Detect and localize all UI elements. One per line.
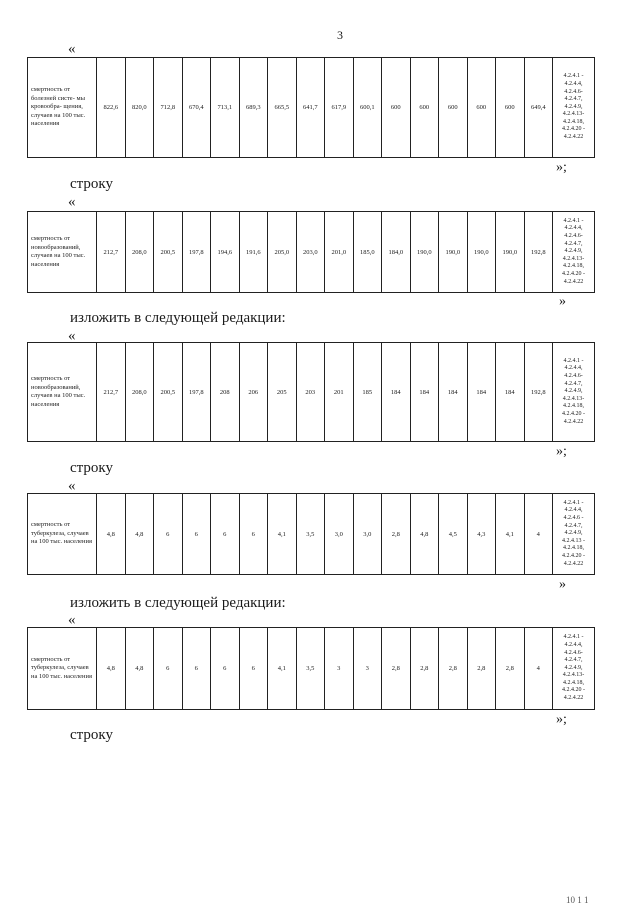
- indicator-table-neoplasms-new: [27, 342, 595, 442]
- value-cell: 712,8: [154, 58, 183, 158]
- value-cell: 670,4: [182, 58, 211, 158]
- page-number: 3: [337, 28, 343, 42]
- value-cell: 2,8: [467, 628, 496, 710]
- value-cell: 201,0: [325, 212, 354, 293]
- code-reference: 4.2.4.1 -: [563, 217, 584, 224]
- code-reference: 4.2.4.18,: [563, 679, 584, 686]
- corner-mark: 10 1 1: [566, 895, 589, 905]
- code-reference-cell: [553, 494, 595, 575]
- value-cell: 200,5: [154, 212, 183, 293]
- code-reference: 4.2.4.18,: [563, 403, 584, 410]
- value-cell: 184: [410, 343, 439, 442]
- value-cell: 208,0: [125, 343, 154, 442]
- row-word: строку: [70, 460, 113, 476]
- value-cell: 205: [268, 343, 297, 442]
- value-cell: 649,4: [524, 58, 553, 158]
- value-cell: 203: [296, 343, 325, 442]
- code-reference: 4.2.4.6 -: [563, 515, 584, 522]
- code-reference: 4.2.4.22: [563, 418, 584, 425]
- code-reference: 4.2.4.7,: [564, 96, 583, 103]
- value-cell: 713,1: [211, 58, 240, 158]
- indicator-table-cardiovascular: [27, 57, 595, 158]
- value-cell: 2,8: [496, 628, 525, 710]
- value-cell: 600: [382, 58, 411, 158]
- code-reference: 4.2.4.13-: [562, 672, 585, 679]
- open-quote: «: [68, 612, 76, 628]
- open-quote: «: [68, 478, 76, 494]
- value-cell: 4,1: [268, 628, 297, 710]
- code-reference: 4.2.4.4,: [564, 225, 583, 232]
- value-cell: 6: [182, 494, 211, 575]
- value-cell: 3: [325, 628, 354, 710]
- code-reference: 4.2.4.18,: [563, 263, 584, 270]
- value-cell: 192,8: [524, 212, 553, 293]
- indicator-label: смертность от туберкулеза, случаев на 100 тыс. населения: [28, 628, 97, 710]
- value-cell: 4,5: [439, 494, 468, 575]
- code-reference: 4.2.4.9,: [564, 664, 583, 671]
- code-reference: 4.2.4.7,: [564, 522, 583, 529]
- value-cell: 190,0: [496, 212, 525, 293]
- value-cell: 4,8: [125, 494, 154, 575]
- value-cell: 6: [239, 628, 268, 710]
- value-cell: 3,0: [325, 494, 354, 575]
- value-cell: 600,1: [353, 58, 382, 158]
- value-cell: 197,8: [182, 212, 211, 293]
- value-cell: 212,7: [97, 212, 126, 293]
- code-reference: 4.2.4.6-: [564, 373, 583, 380]
- value-cell: 190,0: [410, 212, 439, 293]
- code-reference: 4.2.4.7,: [564, 380, 583, 387]
- close-quote-semicolon: »;: [556, 160, 567, 175]
- code-reference: 4.2.4.1 -: [563, 499, 584, 506]
- value-cell: 4,8: [410, 494, 439, 575]
- code-reference: 4.2.4.20 -: [562, 270, 585, 277]
- value-cell: 822,6: [97, 58, 126, 158]
- value-cell: 4,3: [467, 494, 496, 575]
- value-cell: 185,0: [353, 212, 382, 293]
- open-quote: «: [68, 41, 76, 57]
- code-reference: 4.2.4.13-: [562, 395, 585, 402]
- value-cell: 600: [467, 58, 496, 158]
- value-cell: 4,8: [97, 628, 126, 710]
- code-reference: 4.2.4.1 -: [563, 357, 584, 364]
- value-cell: 184: [496, 343, 525, 442]
- replace-heading: изложить в следующей редакции:: [70, 595, 286, 611]
- code-reference: 4.2.4.6-: [564, 88, 583, 95]
- value-cell: 184,0: [382, 212, 411, 293]
- value-cell: 203,0: [296, 212, 325, 293]
- table-row: [28, 628, 595, 710]
- indicator-table-neoplasms-old: [27, 211, 595, 293]
- code-reference: 4.2.4.4,: [564, 365, 583, 372]
- value-cell: 600: [439, 58, 468, 158]
- value-cell: 4,1: [268, 494, 297, 575]
- value-cell: 190,0: [439, 212, 468, 293]
- row-word: строку: [70, 176, 113, 192]
- code-reference-cell: [553, 58, 595, 158]
- value-cell: 206: [239, 343, 268, 442]
- indicator-label: смертность от болезней систе- мы кровообра- щения, случаев на 100 тыс. населения: [28, 58, 97, 158]
- value-cell: 192,8: [524, 343, 553, 442]
- value-cell: 600: [496, 58, 525, 158]
- value-cell: 205,0: [268, 212, 297, 293]
- code-reference: 4.2.4.13 -: [562, 537, 585, 544]
- value-cell: 2,8: [382, 494, 411, 575]
- value-cell: 184: [467, 343, 496, 442]
- value-cell: 3,5: [296, 628, 325, 710]
- value-cell: 6: [154, 494, 183, 575]
- value-cell: 6: [239, 494, 268, 575]
- code-reference: 4.2.4.4,: [564, 507, 583, 514]
- code-reference: 4.2.4.4,: [564, 641, 583, 648]
- value-cell: 194,6: [211, 212, 240, 293]
- value-cell: 197,8: [182, 343, 211, 442]
- code-reference: 4.2.4.20 -: [562, 410, 585, 417]
- code-reference: 4.2.4.9,: [564, 248, 583, 255]
- value-cell: 3,0: [353, 494, 382, 575]
- value-cell: 6: [211, 494, 240, 575]
- value-cell: 4,8: [125, 628, 154, 710]
- code-reference: 4.2.4.9,: [564, 530, 583, 537]
- value-cell: 2,8: [439, 628, 468, 710]
- replace-heading: изложить в следующей редакции:: [70, 310, 286, 326]
- value-cell: 200,5: [154, 343, 183, 442]
- indicator-table-tuberculosis-new: [27, 627, 595, 710]
- close-quote-semicolon: »;: [556, 444, 567, 459]
- code-reference: 4.2.4.22: [563, 134, 584, 141]
- table-row: [28, 494, 595, 575]
- value-cell: 3: [353, 628, 382, 710]
- value-cell: 212,7: [97, 343, 126, 442]
- code-reference: 4.2.4.7,: [564, 657, 583, 664]
- code-reference: 4.2.4.7,: [564, 240, 583, 247]
- code-reference: 4.2.4.20 -: [562, 126, 585, 133]
- code-reference-cell: [553, 212, 595, 293]
- value-cell: 185: [353, 343, 382, 442]
- row-word: строку: [70, 727, 113, 743]
- code-reference: 4.2.4.20 -: [562, 552, 585, 559]
- code-reference: 4.2.4.13-: [562, 255, 585, 262]
- code-reference: 4.2.4.22: [563, 560, 584, 567]
- table-row: [28, 343, 595, 442]
- close-quote-semicolon: »;: [556, 712, 567, 727]
- value-cell: 2,8: [410, 628, 439, 710]
- value-cell: 4: [524, 494, 553, 575]
- code-reference: 4.2.4.4,: [564, 80, 583, 87]
- value-cell: 4: [524, 628, 553, 710]
- value-cell: 190,0: [467, 212, 496, 293]
- code-reference: 4.2.4.13-: [562, 111, 585, 118]
- code-reference-cell: [553, 628, 595, 710]
- value-cell: 665,5: [268, 58, 297, 158]
- indicator-label: смертность от новообразований, случаев на 100 тыс. населения: [28, 212, 97, 293]
- value-cell: 4,8: [97, 494, 126, 575]
- table-row: [28, 212, 595, 293]
- indicator-label: смертность от туберкулеза, случаев на 100 тыс. населения: [28, 494, 97, 575]
- code-reference: 4.2.4.18,: [563, 545, 584, 552]
- value-cell: 617,9: [325, 58, 354, 158]
- code-reference: 4.2.4.9,: [564, 103, 583, 110]
- value-cell: 184: [439, 343, 468, 442]
- code-reference: 4.2.4.1 -: [563, 73, 584, 80]
- indicator-table-tuberculosis-old: [27, 493, 595, 575]
- code-reference: 4.2.4.20 -: [562, 687, 585, 694]
- open-quote: «: [68, 328, 76, 344]
- value-cell: 201: [325, 343, 354, 442]
- close-quote: »: [559, 577, 566, 592]
- value-cell: 208: [211, 343, 240, 442]
- value-cell: 820,0: [125, 58, 154, 158]
- value-cell: 6: [211, 628, 240, 710]
- code-reference-cell: [553, 343, 595, 442]
- code-reference: 4.2.4.6-: [564, 233, 583, 240]
- code-reference: 4.2.4.1 -: [563, 634, 584, 641]
- value-cell: 208,0: [125, 212, 154, 293]
- close-quote: »: [559, 294, 566, 309]
- value-cell: 6: [182, 628, 211, 710]
- code-reference: 4.2.4.6-: [564, 649, 583, 656]
- value-cell: 600: [410, 58, 439, 158]
- code-reference: 4.2.4.22: [563, 695, 584, 702]
- value-cell: 3,5: [296, 494, 325, 575]
- value-cell: 191,6: [239, 212, 268, 293]
- open-quote: «: [68, 194, 76, 210]
- table-row: [28, 58, 595, 158]
- indicator-label: смертность от новообразований, случаев на 100 тыс. населения: [28, 343, 97, 442]
- value-cell: 4,1: [496, 494, 525, 575]
- value-cell: 184: [382, 343, 411, 442]
- code-reference: 4.2.4.9,: [564, 388, 583, 395]
- value-cell: 6: [154, 628, 183, 710]
- value-cell: 689,3: [239, 58, 268, 158]
- code-reference: 4.2.4.18,: [563, 118, 584, 125]
- value-cell: 2,8: [382, 628, 411, 710]
- value-cell: 641,7: [296, 58, 325, 158]
- code-reference: 4.2.4.22: [563, 278, 584, 285]
